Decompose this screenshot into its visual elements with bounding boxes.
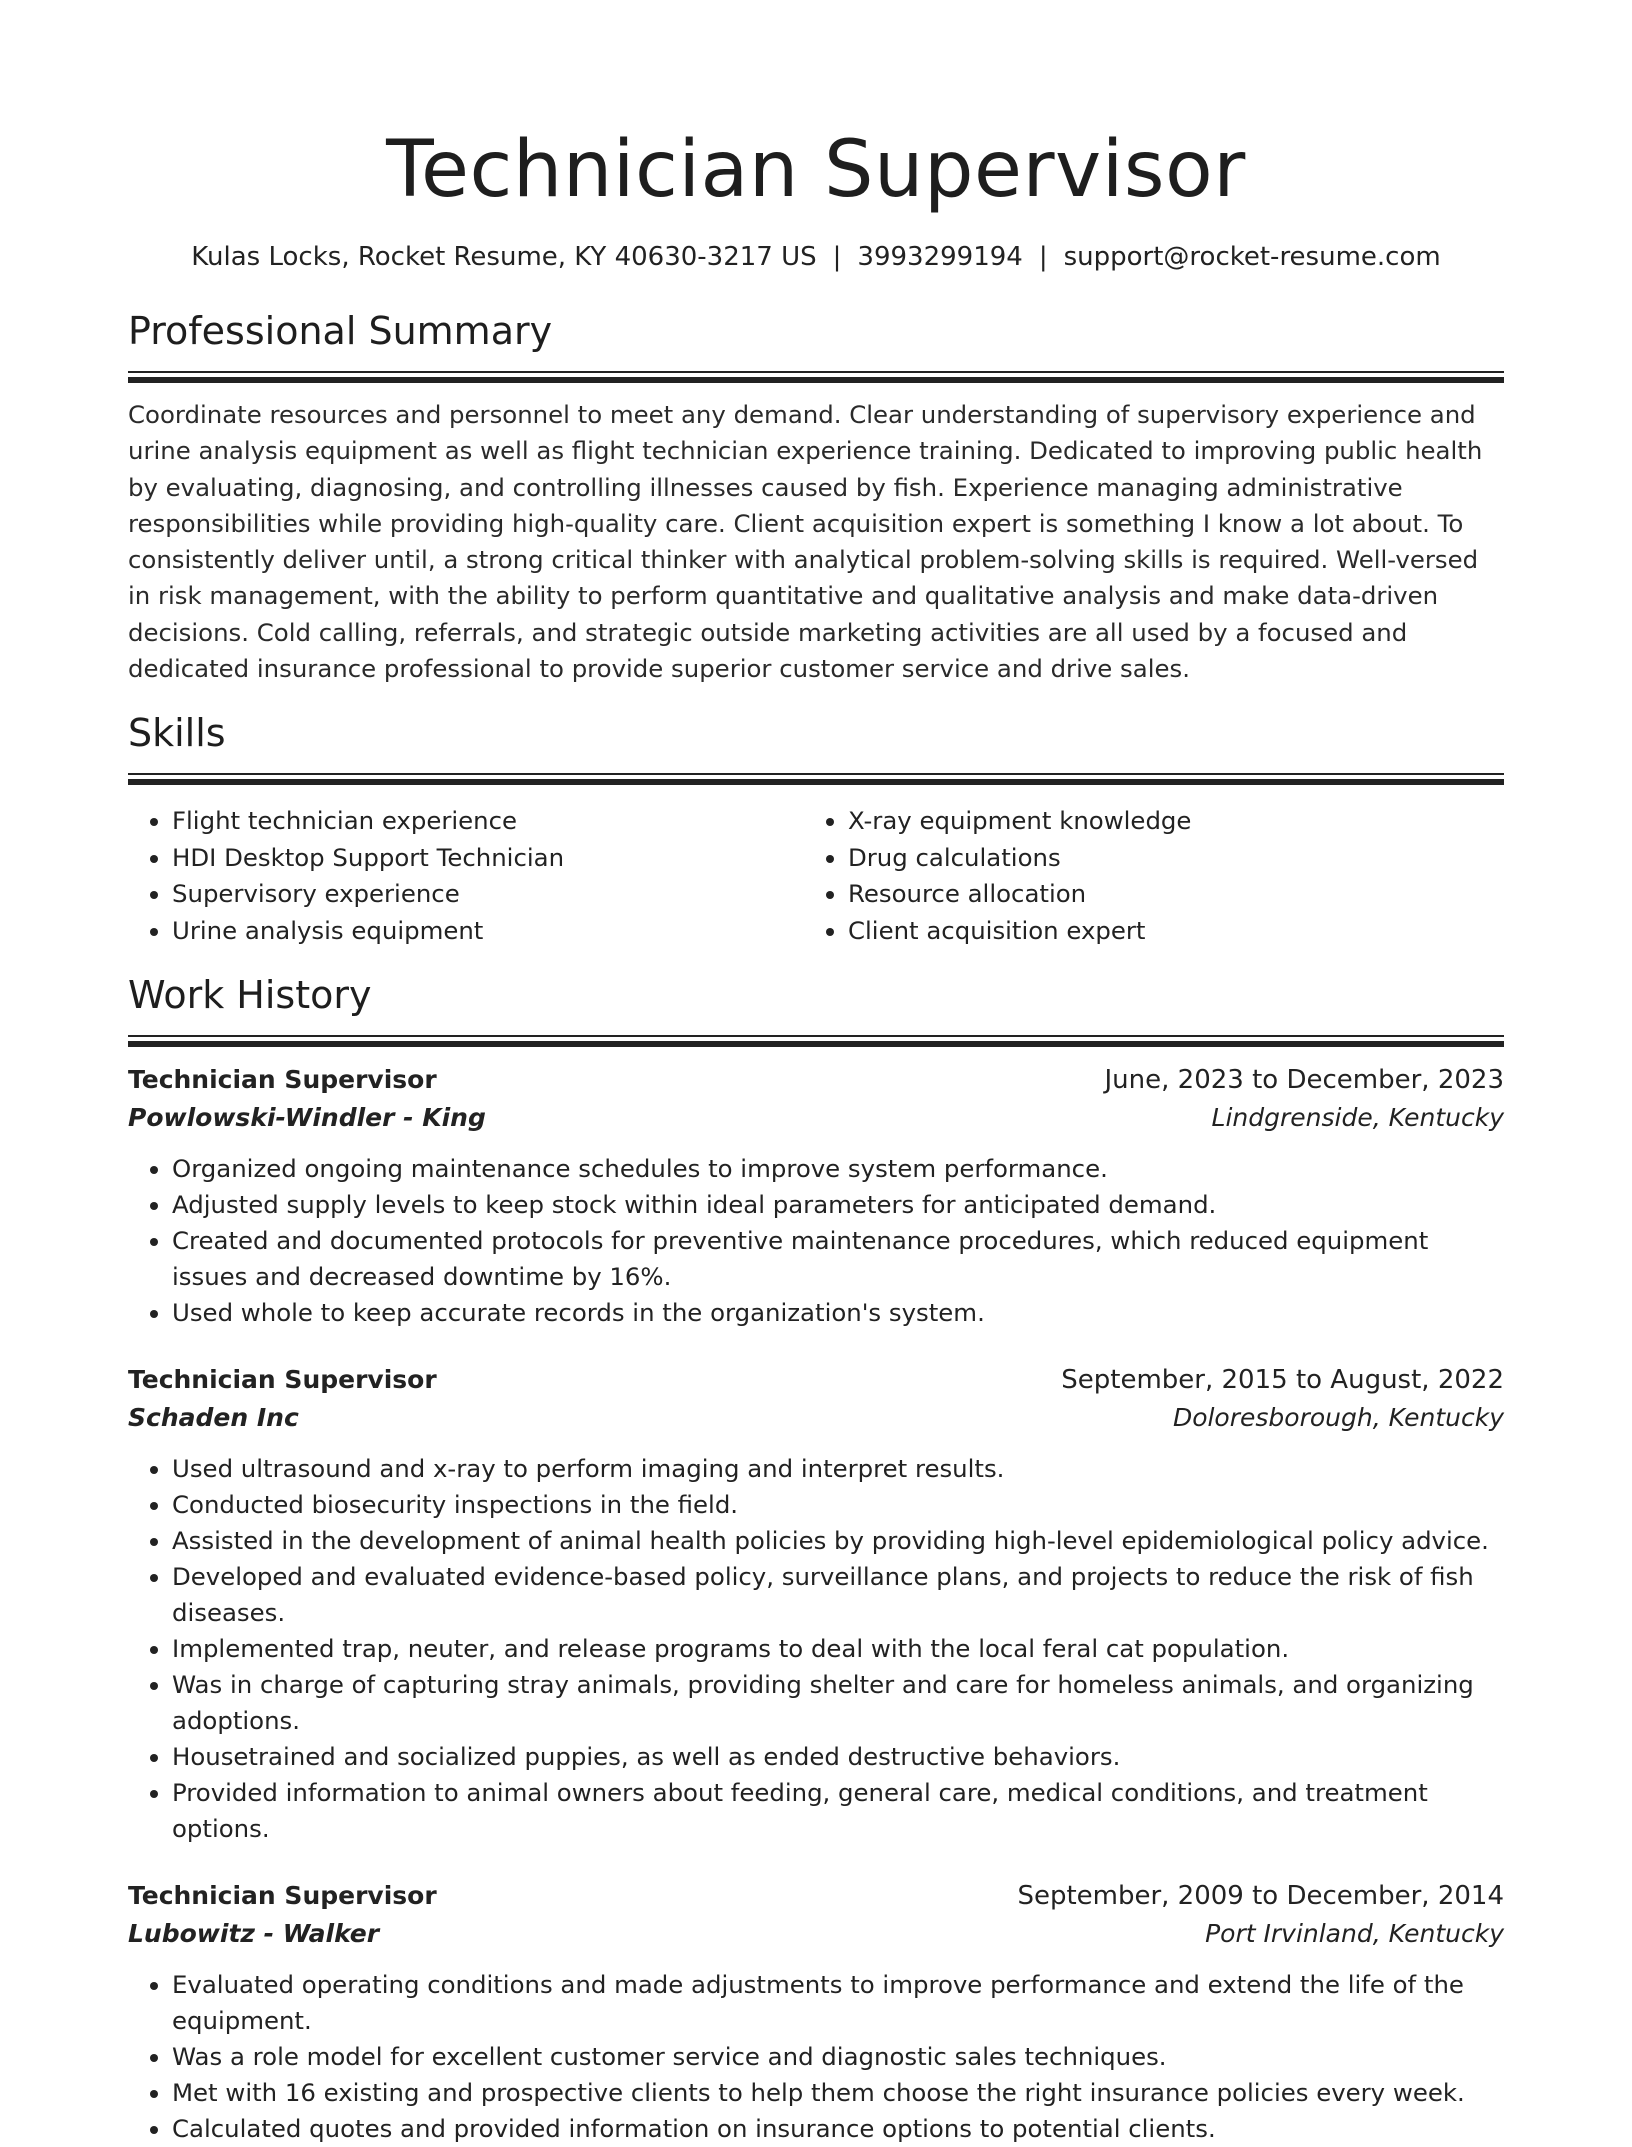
- job-bullet: • Housetrained and socialized puppies, as well as ended destructive behaviors.: [172, 1739, 1504, 1775]
- job-dates: June, 2023 to December, 2023: [1104, 1065, 1504, 1096]
- contact-address: Kulas Locks, Rocket Resume, KY 40630-3217 US: [191, 242, 817, 272]
- job-bullet: • Conducted biosecurity inspections in the field.: [172, 1487, 1504, 1523]
- skill-item: • HDI Desktop Support Technician: [172, 840, 804, 877]
- job-subheader-row: [128, 1099, 1504, 1137]
- job-title: Technician Supervisor: [128, 1365, 437, 1395]
- job-bullet: • Evaluated operating conditions and made adjustments to improve performance and extend the life of the equipment.: [172, 1967, 1504, 2039]
- job-title: Technician Supervisor: [128, 1065, 437, 1095]
- job-bullets: [128, 1451, 1504, 1847]
- job-bullet: • Provided information to animal owners about feeding, general care, medical conditions, and treatment options.: [172, 1775, 1504, 1847]
- skills-section: [128, 707, 1504, 949]
- section-divider: [128, 773, 1504, 785]
- work-history-heading: Work History: [128, 973, 372, 1018]
- contact-phone: 3993299194: [857, 242, 1023, 272]
- job-bullet: • Adjusted supply levels to keep stock within ideal parameters for anticipated demand.: [172, 1187, 1504, 1223]
- job-bullet: • Created and documented protocols for preventive maintenance procedures, which reduced equipment issues and decreased downtime by 16%.: [172, 1223, 1504, 1295]
- job-entry: [128, 1361, 1504, 1847]
- resume-name: Technician Supervisor: [386, 125, 1246, 215]
- skill-item: • Client acquisition expert: [848, 913, 1480, 950]
- job-bullets: [128, 1967, 1504, 2147]
- job-bullets: [128, 1151, 1504, 1331]
- job-company: Powlowski-Windler - King: [128, 1103, 486, 1133]
- skill-item: • Supervisory experience: [172, 876, 804, 913]
- skill-item: • Urine analysis equipment: [172, 913, 804, 950]
- job-bullet: • Used whole to keep accurate records in the organization's system.: [172, 1295, 1504, 1331]
- job-header-row: [128, 1877, 1504, 1915]
- skill-item: • Flight technician experience: [172, 803, 804, 840]
- job-bullet: • Implemented trap, neuter, and release programs to deal with the local feral cat population.: [172, 1631, 1504, 1667]
- contact-separator: |: [832, 242, 842, 272]
- job-company: Lubowitz - Walker: [128, 1919, 380, 1949]
- contact-line: [128, 239, 1504, 275]
- skill-item: • X-ray equipment knowledge: [848, 803, 1480, 840]
- section-divider: [128, 1035, 1504, 1047]
- job-bullet: • Assisted in the development of animal health policies by providing high-level epidemiological policy advice.: [172, 1523, 1504, 1559]
- work-history-section: [128, 969, 1504, 2147]
- job-bullet: • Was a role model for excellent customer service and diagnostic sales techniques.: [172, 2039, 1504, 2075]
- job-subheader-row: [128, 1915, 1504, 1953]
- skill-item: • Drug calculations: [848, 840, 1480, 877]
- summary-heading: Professional Summary: [128, 309, 553, 353]
- job-company: Schaden Inc: [128, 1403, 299, 1433]
- job-header-row: [128, 1061, 1504, 1099]
- job-dates: September, 2015 to August, 2022: [1061, 1365, 1504, 1396]
- section-divider: [128, 371, 1504, 383]
- job-title: Technician Supervisor: [128, 1881, 437, 1911]
- job-location: Port Irvinland, Kentucky: [1205, 1919, 1504, 1949]
- job-bullet: • Met with 16 existing and prospective clients to help them choose the right insurance policies every week.: [172, 2075, 1504, 2111]
- job-location: Lindgrenside, Kentucky: [1211, 1103, 1504, 1133]
- skills-column-left: [128, 803, 804, 949]
- job-bullet: • Was in charge of capturing stray animals, providing shelter and care for homeless animals, and organizing adoptions.: [172, 1667, 1504, 1739]
- skill-item: • Resource allocation: [848, 876, 1480, 913]
- skills-column-right: [804, 803, 1480, 949]
- summary-text: Coordinate resources and personnel to meet any demand. Clear understanding of supervisory experience and urine analysis equipment as well as flight technician experience training. Dedicated to improving public health by evaluating, diagnosing, and controlling illnesses caused by fish. Experience managing administrative responsibilities while providing high-quality care. Client acquisition expert is something I know a lot about. To consistently deliver until, a strong critical thinker with analytical problem-solving skills is required. Well-versed in risk management, with the ability to perform quantitative and qualitative analysis and make data-driven decisions. Cold calling, referrals, and strategic outside marketing activities are all used by a focused and dedicated insurance professional to provide superior customer service and drive sales.: [128, 400, 1483, 684]
- job-bullet: • Developed and evaluated evidence-based policy, surveillance plans, and projects to reduce the risk of fish diseases.: [172, 1559, 1504, 1631]
- job-bullet: • Organized ongoing maintenance schedules to improve system performance.: [172, 1151, 1504, 1187]
- job-bullet: • Used ultrasound and x-ray to perform imaging and interpret results.: [172, 1451, 1504, 1487]
- job-bullet: • Calculated quotes and provided information on insurance options to potential clients.: [172, 2111, 1504, 2147]
- job-header-row: [128, 1361, 1504, 1399]
- job-location: Doloresborough, Kentucky: [1172, 1403, 1504, 1433]
- job-entry: [128, 1877, 1504, 2147]
- skills-list: [128, 803, 1504, 949]
- resume-page: [128, 0, 1504, 2147]
- skills-heading: Skills: [128, 711, 226, 756]
- job-entry: [128, 1061, 1504, 1331]
- contact-separator: |: [1038, 242, 1048, 272]
- job-subheader-row: [128, 1399, 1504, 1437]
- job-dates: September, 2009 to December, 2014: [1017, 1881, 1504, 1912]
- summary-section: [128, 305, 1504, 687]
- contact-email: support@rocket-resume.com: [1063, 242, 1441, 272]
